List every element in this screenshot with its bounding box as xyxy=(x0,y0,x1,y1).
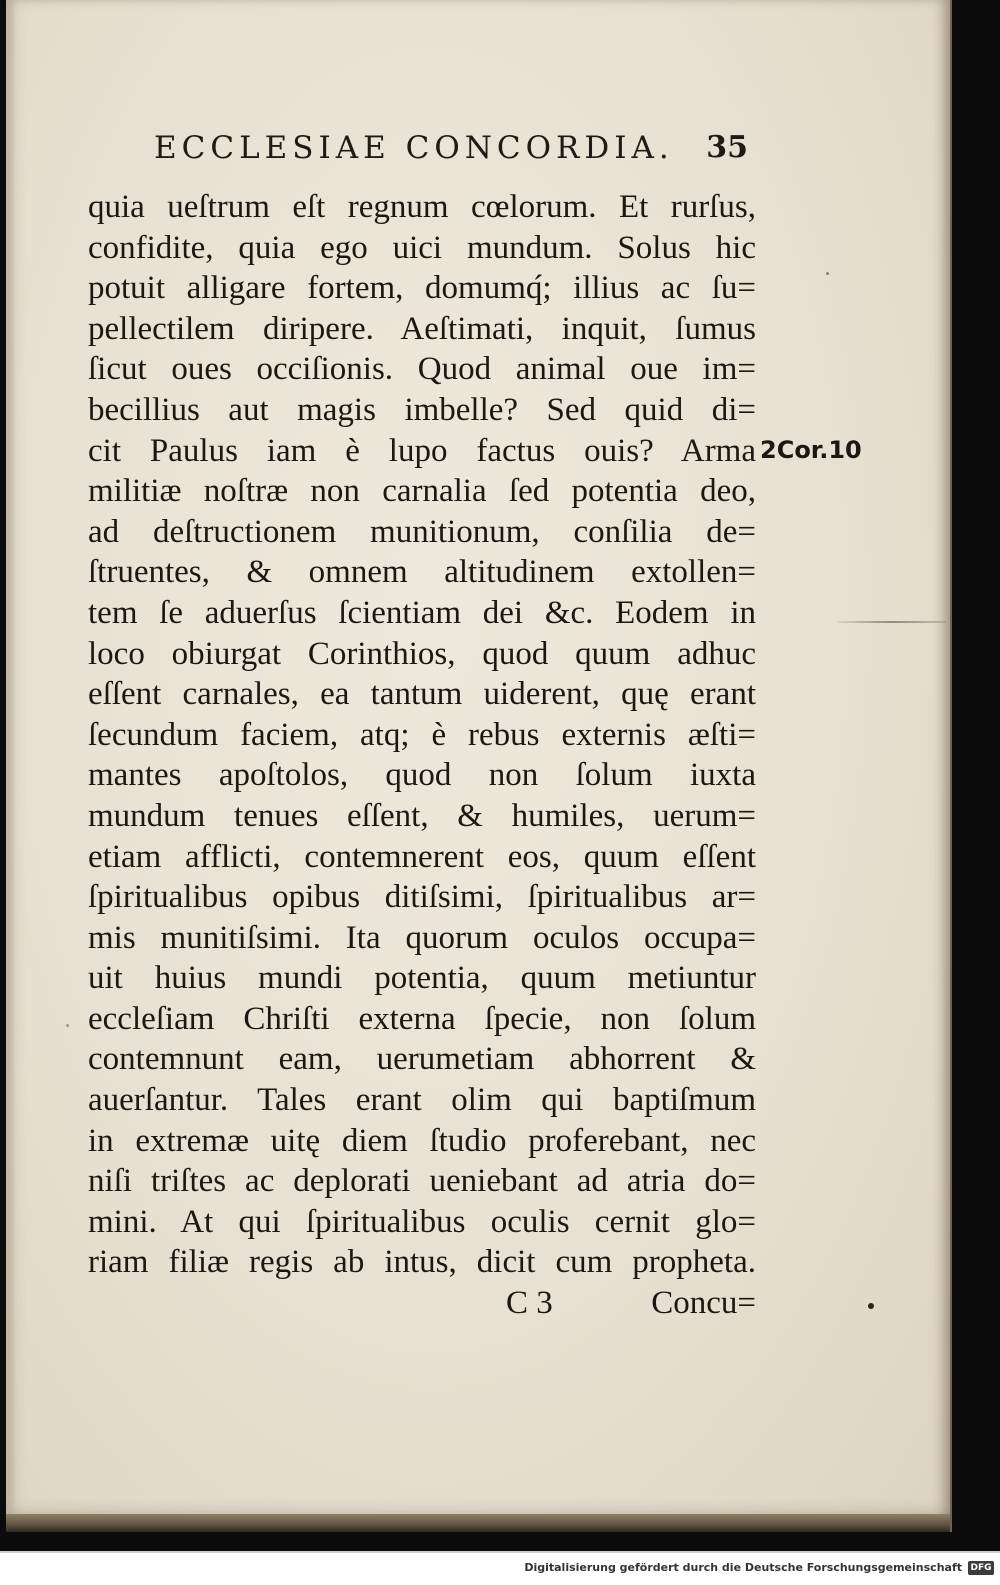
text-line: ſtruentes, & omnem altitudinem extollen= xyxy=(88,554,756,591)
signature-mark: C 3 xyxy=(506,1285,553,1321)
text-line: contemnunt eam, uerumetiam abhorrent & xyxy=(88,1041,756,1078)
text-line: etiam afflicti, contemnerent eos, quum eſſent xyxy=(88,838,756,875)
text-line: pellectilem diripere. Aeſtimati, inquit, ſumus xyxy=(88,310,756,347)
text-line: becillius aut magis imbelle? Sed quid di= xyxy=(88,391,756,428)
text-line: cit Paulus iam è lupo factus ouis? Arma xyxy=(88,432,756,469)
text-line: mundum tenues eſſent, & humiles, uerum= xyxy=(88,797,756,834)
page-bottom-edge xyxy=(6,1514,950,1532)
margin-note-reference: 2Cor.10 xyxy=(760,436,862,464)
catchword: Concu= xyxy=(651,1285,756,1321)
ink-speck xyxy=(826,272,829,275)
running-head xyxy=(154,126,756,170)
text-line: loco obiurgat Corinthios, quod quum adhuc xyxy=(88,635,756,672)
text-line: ad deſtructionem munitionum, conſilia de= xyxy=(88,513,756,550)
text-line: uit huius mundi potentia, quum metiuntur xyxy=(88,960,756,997)
funding-credit: Digitalisierung gefördert durch die Deutsche Forschungsgemeinschaft xyxy=(524,1561,962,1574)
text-line: mini. At qui ſpiritualibus oculis cernit glo= xyxy=(88,1203,756,1240)
digitization-footer xyxy=(0,1551,1000,1585)
text-line: in extremæ uitę diem ſtudio proferebant, nec xyxy=(88,1122,756,1159)
ink-speck xyxy=(66,1024,69,1027)
text-line: militiæ noſtræ non carnalia ſed potentia deo, xyxy=(88,473,756,510)
text-line: potuit alligare fortem, domumq́; illius ac ſu= xyxy=(88,270,756,307)
catch-line xyxy=(506,1283,756,1323)
text-line: auerſantur. Tales erant olim qui baptiſmum xyxy=(88,1082,756,1119)
text-line: confidite, quia ego uici mundum. Solus hic xyxy=(88,229,756,266)
text-line: ſpiritualibus opibus ditiſsimi, ſpiritualibus ar= xyxy=(88,879,756,916)
text-line: quia ueſtrum eſt regnum cœlorum. Et rurſus, xyxy=(88,189,756,225)
book-page xyxy=(6,0,952,1532)
text-line: mantes apoſtolos, quod non ſolum iuxta xyxy=(88,757,756,794)
text-line: mis munitiſsimi. Ita quorum oculos occupa= xyxy=(88,919,756,956)
body-text xyxy=(88,187,756,1283)
dfg-logo: DFG xyxy=(968,1561,994,1575)
text-line: eſſent carnales, ea tantum uiderent, quę erant xyxy=(88,676,756,713)
text-line: ſecundum faciem, atq; è rebus externis æſti= xyxy=(88,716,756,753)
running-title: ECCLESIAE CONCORDIA. xyxy=(154,130,674,166)
text-line: eccleſiam Chriſti externa ſpecie, non ſolum xyxy=(88,1000,756,1037)
margin-pencil-mark xyxy=(838,621,946,623)
folio-number: 35 xyxy=(706,130,748,165)
text-line: riam filiæ regis ab intus, dicit cum propheta. xyxy=(88,1244,756,1281)
ink-speck xyxy=(868,1303,874,1309)
text-line: ſicut oues occiſionis. Quod animal oue im= xyxy=(88,351,756,388)
text-line: tem ſe aduerſus ſcientiam dei &c. Eodem in xyxy=(88,594,756,631)
text-line: niſi triſtes ac deplorati ueniebant ad atria do= xyxy=(88,1163,756,1200)
spine-shadow xyxy=(6,0,16,1532)
